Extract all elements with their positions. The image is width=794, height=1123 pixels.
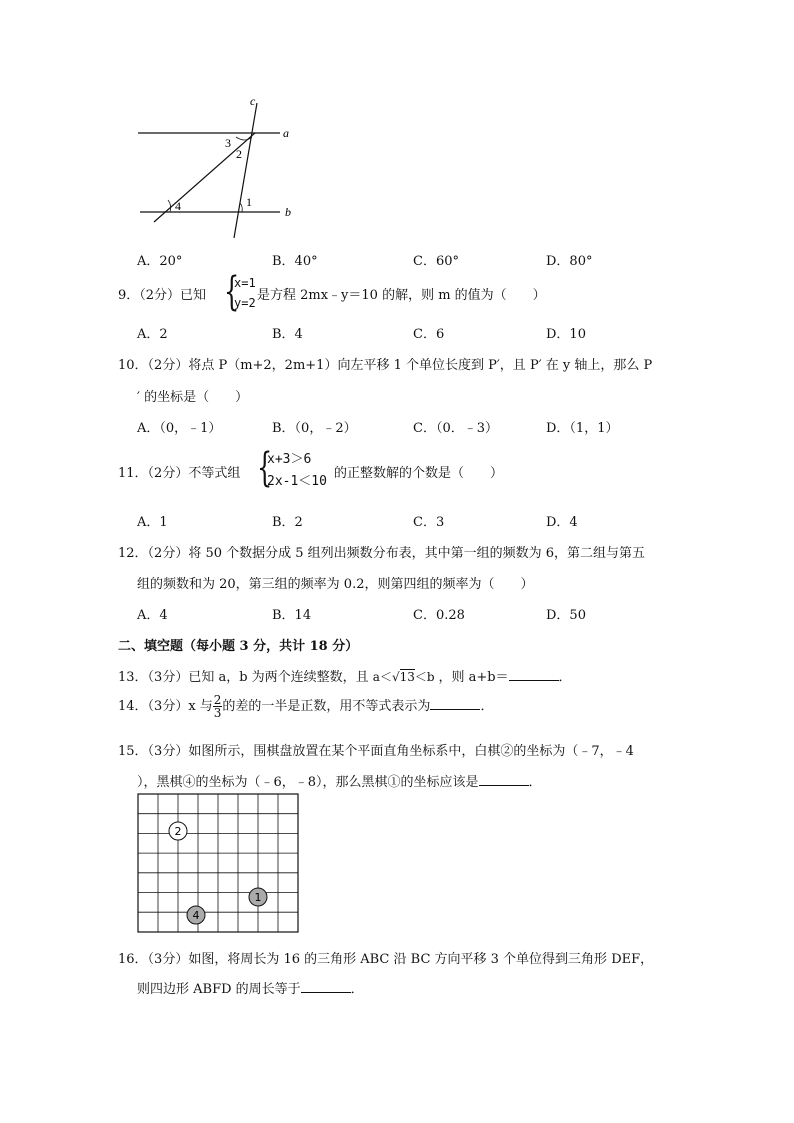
label-4: 4 — [175, 199, 181, 213]
q14-denominator: 3 — [213, 706, 222, 720]
q10-line2: ′ 的坐标是（ ） — [137, 390, 249, 405]
q11-option-d: D．4 — [546, 515, 578, 530]
q11-ineq1: x+3＞6 — [267, 452, 312, 467]
q15-line1: 15．（3分）如图所示，围棋盘放置在某个平面直角坐标系中，白棋②的坐标为（﹣7，﹣4 — [118, 744, 634, 759]
q12-option-d: D．50 — [546, 608, 586, 623]
q12-line2: 组的频数和为 20，第三组的频率为 0.2，则第四组的频率为（ ） — [137, 577, 534, 592]
q14-answer-blank[interactable] — [430, 699, 480, 710]
q15-line2: ），黑棋④的坐标为（﹣6，﹣8），那么黑棋①的坐标应该是 — [137, 775, 479, 790]
q14-numerator: 2 — [213, 693, 222, 707]
q11-option-b: B．2 — [272, 515, 303, 530]
q8-option-b: B．40° — [272, 254, 318, 269]
q8-option-c: C．60° — [413, 254, 459, 269]
q9-eq2: y=2 — [234, 296, 256, 310]
q12-option-a: A．4 — [137, 608, 168, 623]
line-c — [234, 103, 257, 238]
q11-brace: { — [257, 445, 273, 491]
q13-var-b: b — [426, 670, 435, 684]
q13-prefix: 13．（3分）已知 a，b 为两个连续整数，且 — [118, 670, 369, 685]
label-3: 3 — [225, 136, 231, 150]
q13-radicand: 13 — [399, 670, 415, 684]
q15-answer-blank[interactable] — [479, 775, 529, 786]
q14-prefix: 14．（3分）x 与 — [118, 699, 213, 714]
q11-system — [267, 449, 327, 493]
label-2: 2 — [236, 147, 242, 161]
q9-option-d: D．10 — [546, 327, 586, 342]
q9-option-b: B．4 — [272, 327, 303, 342]
q9-eq1: x=1 — [234, 276, 256, 290]
label-b: b — [285, 205, 291, 219]
stone-2-label: 2 — [174, 825, 182, 838]
q16-end: ． — [350, 982, 364, 997]
q9-suffix: 是方程 2mx﹣y＝10 的解，则 m 的值为（ ） — [257, 288, 546, 303]
q14-end: ． — [480, 699, 494, 714]
stone-1-label: 1 — [254, 891, 262, 904]
q15-line2-wrap — [137, 771, 542, 790]
q14-suffix: 的差的一半是正数，用不等式表示为 — [222, 699, 431, 714]
sqrt-symbol: √ — [391, 670, 400, 684]
q16-line1: 16．（3分）如图，将周长为 16 的三角形 ABC 沿 BC 方向平移 3 个单位得到三角形 DEF， — [118, 952, 654, 967]
q16-answer-blank[interactable] — [301, 982, 351, 993]
q13-var-a: a — [372, 670, 380, 684]
q9-option-c: C．6 — [413, 327, 445, 342]
parallel-lines-figure — [130, 95, 300, 245]
q11-ineq2: 2x-1＜10 — [267, 474, 327, 489]
q8-option-a: A．20° — [137, 254, 183, 269]
q14 — [118, 694, 493, 719]
q13-lt1: ＜ — [379, 670, 392, 684]
go-board-figure — [137, 793, 301, 935]
label-1: 1 — [246, 195, 252, 209]
q8-option-d: D．80° — [546, 254, 593, 269]
q13 — [118, 666, 572, 685]
board-grid — [138, 794, 298, 932]
q15-end: ． — [528, 775, 542, 790]
label-c: c — [250, 95, 256, 108]
q9-brace: { — [224, 269, 240, 315]
q12-option-b: B．14 — [272, 608, 312, 623]
q14-fraction — [213, 694, 223, 719]
q10-option-d: D．（1，1） — [546, 421, 619, 436]
angle-arc-4 — [168, 200, 171, 212]
q13-inequality — [373, 669, 439, 684]
q10-option-c: C．（0．﹣3） — [413, 421, 498, 436]
section-2-heading: 二、填空题（每小题 3 分，共计 18 分） — [118, 639, 359, 654]
q11-suffix: 的正整数解的个数是（ ） — [334, 466, 504, 481]
q10-option-a: A．（0，﹣1） — [137, 421, 222, 436]
q9-system — [234, 273, 256, 313]
q12-line1: 12．（2分）将 50 个数据分成 5 组列出频数分布表，其中第一组的频数为 6，第二组与第五 — [118, 546, 646, 561]
q11-option-a: A．1 — [137, 515, 168, 530]
q16-line2: 则四边形 ABFD 的周长等于 — [137, 982, 301, 997]
q11-prefix: 11．（2分）不等式组 — [118, 466, 241, 481]
q12-option-c: C．0.28 — [413, 608, 465, 623]
q13-lt2: ＜ — [414, 670, 427, 684]
q13-end: ． — [558, 670, 572, 685]
q13-answer-blank[interactable] — [509, 670, 559, 681]
stone-4-label: 4 — [192, 909, 200, 922]
q13-suffix: ，则 a+b＝ — [438, 670, 509, 685]
q16-line2-wrap — [137, 978, 364, 997]
q10-line1: 10．（2分）将点 P（m+2，2m+1）向左平移 1 个单位长度到 P′，且 P′ 在 y 轴上，那么 P — [118, 358, 653, 373]
q9-prefix: 9．（2分）已知 — [118, 288, 207, 303]
q9-option-a: A．2 — [137, 327, 168, 342]
q11-option-c: C．3 — [413, 515, 445, 530]
q10-option-b: B．（0，﹣2） — [272, 421, 357, 436]
label-a: a — [283, 126, 289, 140]
